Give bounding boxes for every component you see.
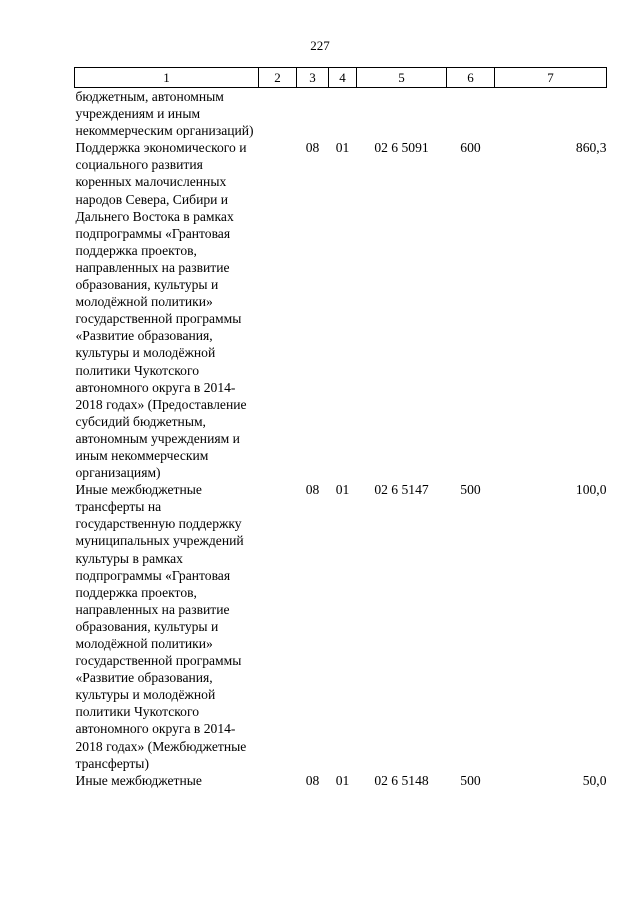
column-header: 6 bbox=[447, 68, 495, 88]
row-expense-type: 600 bbox=[460, 140, 481, 156]
row-target-code bbox=[357, 88, 447, 140]
column-header: 4 bbox=[329, 68, 357, 88]
row-col2 bbox=[259, 88, 297, 140]
row-section: 08 bbox=[305, 772, 320, 788]
row-section: 08 bbox=[305, 140, 320, 156]
column-header: 1 bbox=[75, 68, 259, 88]
row-col2 bbox=[259, 481, 297, 772]
row-col2 bbox=[259, 139, 297, 481]
row-amount bbox=[495, 88, 607, 140]
column-header: 3 bbox=[297, 68, 329, 88]
row-amount: 860,3 bbox=[575, 140, 607, 156]
row-description: Иные межбюджетные bbox=[75, 772, 202, 788]
row-target-code: 02 6 5147 bbox=[374, 482, 429, 498]
row-expense-type bbox=[447, 88, 495, 140]
column-header: 2 bbox=[259, 68, 297, 88]
column-header: 7 bbox=[495, 68, 607, 88]
page-number: 227 bbox=[310, 38, 330, 53]
row-subsection: 01 bbox=[335, 140, 350, 156]
row-expense-type: 500 bbox=[460, 772, 481, 788]
table-row bbox=[75, 139, 607, 481]
row-target-code: 02 6 5091 bbox=[374, 140, 429, 156]
row-description: бюджетным, автономным учреждениям и иным некоммерческим организаций) bbox=[75, 89, 254, 139]
row-col2 bbox=[259, 772, 297, 789]
row-target-code: 02 6 5148 bbox=[374, 772, 429, 788]
row-subsection: 01 bbox=[335, 772, 350, 788]
column-header: 5 bbox=[357, 68, 447, 88]
row-amount: 100,0 bbox=[575, 482, 607, 498]
table-header-row bbox=[75, 68, 607, 88]
row-description: Иные межбюджетные трансферты на государственную поддержку муниципальных учреждений культуры в рамках подпрограммы «Грантовая поддержка проектов, направленных на развитие образования, культуры и молодёжной политики» государственной программы «Развитие образования, культуры и молодёжной политики Чукотского автономного округа в 2014-2018 годах» (Межбюджетные трансферты) bbox=[75, 482, 247, 771]
table-row bbox=[75, 772, 607, 789]
row-subsection bbox=[329, 88, 357, 140]
row-expense-type: 500 bbox=[460, 482, 481, 498]
row-section bbox=[297, 88, 329, 140]
row-description: Поддержка экономического и социального развития коренных малочисленных народов Севера, Сибири и Дальнего Востока в рамках подпрограммы «Грантовая поддержка проектов, направленных на развитие образования, культуры и молодёжной политики» государственной программы «Развитие образования, культуры и молодёжной политики Чукотского автономного округа в 2014-2018 годах» (Предоставление субсидий бюджетным, автономным учреждениям и иным некоммерческим организациям) bbox=[75, 140, 247, 481]
row-amount: 50,0 bbox=[582, 772, 607, 788]
budget-table bbox=[74, 67, 607, 789]
row-subsection: 01 bbox=[335, 482, 350, 498]
table-row bbox=[75, 481, 607, 772]
table-row bbox=[75, 88, 607, 140]
row-section: 08 bbox=[305, 482, 320, 498]
